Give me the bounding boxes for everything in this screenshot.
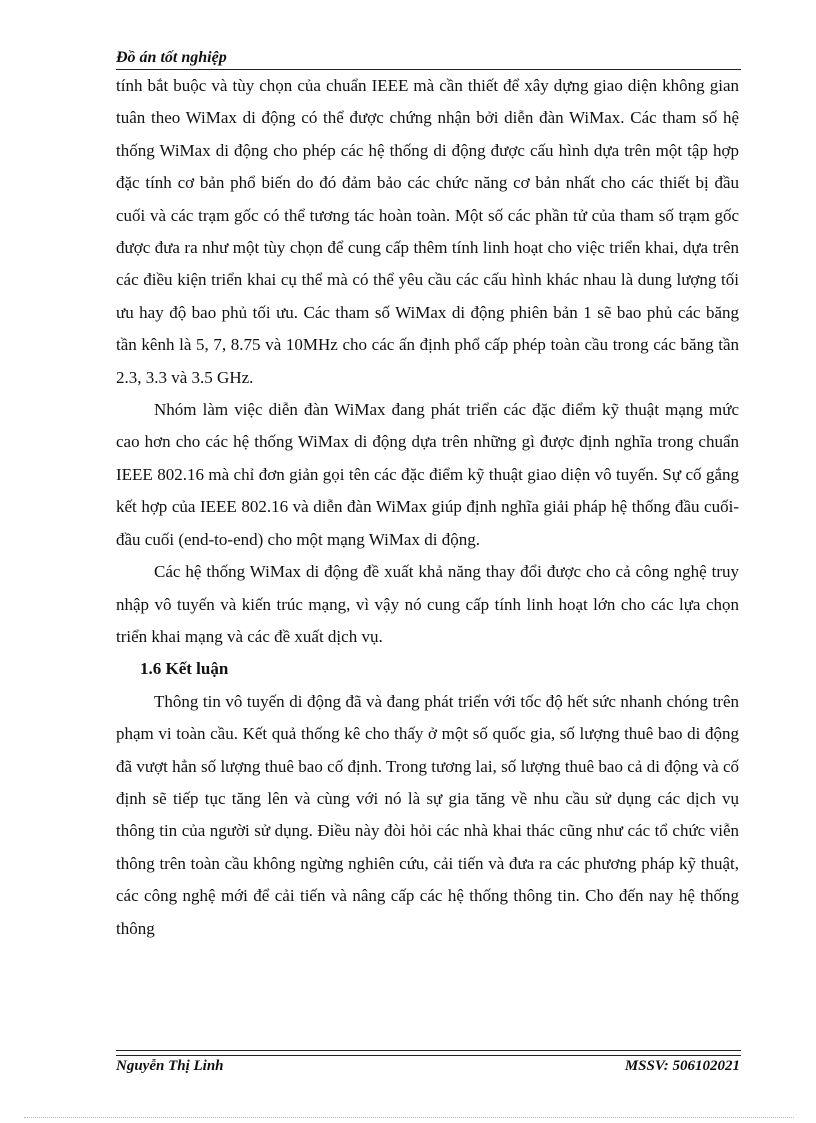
document-body <box>116 70 739 945</box>
footer-author: Nguyễn Thị Linh <box>116 1058 224 1074</box>
paragraph-mobile-wimax-systems: Các hệ thống WiMax di động đề xuất khả năng thay đổi được cho cả công nghệ truy nhập vô tuyến và kiến trúc mạng, vì vậy nó cung cấp tính linh hoạt lớn cho các lựa chọn triển khai mạng và các đề xuất dịch vụ. <box>116 562 739 646</box>
footer-divider <box>116 1050 741 1056</box>
page-bottom-dotted-line <box>24 1117 794 1118</box>
header-title: Đồ án tốt nghiệp <box>116 49 227 66</box>
section-heading: 1.6 Kết luận <box>140 659 229 679</box>
paragraph-continuation: tính bắt buộc và tùy chọn của chuẩn IEEE mà cần thiết để xây dựng giao diện không gian tuân theo WiMax di động có thể được chứng nhận bởi diễn đàn WiMax. Các tham số hệ thống WiMax di động cho phép các hệ thống di động được cấu hình dựa trên một tập hợp đặc tính cơ bản phổ biến do đó đảm bảo các chức năng cơ bản nhất cho các thiết bị đầu cuối và các trạm gốc có thể tương tác hoàn toàn. Một số các phần tử của tham số trạm gốc được đưa ra như một tùy chọn để cung cấp thêm tính linh hoạt cho việc triển khai, dựa trên các điều kiện triển khai cụ thể mà có thể yêu cầu các cấu hình khác nhau là dung lượng tối ưu hay độ bao phủ tối ưu. Các tham số WiMax di động phiên bản 1 sẽ bao phủ các băng tần kênh là 5, 7, 8.75 và 10MHz cho các ấn định phổ cấp phép toàn cầu trong các băng tần 2.3, 3.3 và 3.5 GHz. <box>116 76 739 387</box>
footer-student-id: MSSV: 506102021 <box>624 1058 740 1074</box>
page-header <box>116 47 741 70</box>
paragraph-conclusion: Thông tin vô tuyến di động đã và đang phát triển với tốc độ hết sức nhanh chóng trên phạm vi toàn cầu. Kết quả thống kê cho thấy ở một số quốc gia, số lượng thuê bao di động đã vượt hẳn số lượng thuê bao cố định. Trong tương lai, số lượng thuê bao cả di động và cố định sẽ tiếp tục tăng lên và cùng với nó là sự gia tăng về nhu cầu sử dụng các dịch vụ thông tin của người sử dụng. Điều này đòi hỏi các nhà khai thác cũng như các tổ chức viễn thông trên toàn cầu không ngừng nghiên cứu, cải tiến và đưa ra các phương pháp kỹ thuật, các công nghệ mới để cải tiến và nâng cấp các hệ thống thông tin. Cho đến nay hệ thống thông <box>116 691 739 938</box>
paragraph-wimax-forum: Nhóm làm việc diễn đàn WiMax đang phát triển các đặc điểm kỹ thuật mạng mức cao hơn cho các hệ thống WiMax di động dựa trên những gì được định nghĩa trong chuẩn IEEE 802.16 mà chỉ đơn giản gọi tên các đặc điểm kỹ thuật giao diện vô tuyến. Sự cố gắng kết hợp của IEEE 802.16 và diễn đàn WiMax giúp định nghĩa giải pháp hệ thống đầu cuối-đầu cuối (end-to-end) cho một mạng WiMax di động. <box>116 400 739 549</box>
